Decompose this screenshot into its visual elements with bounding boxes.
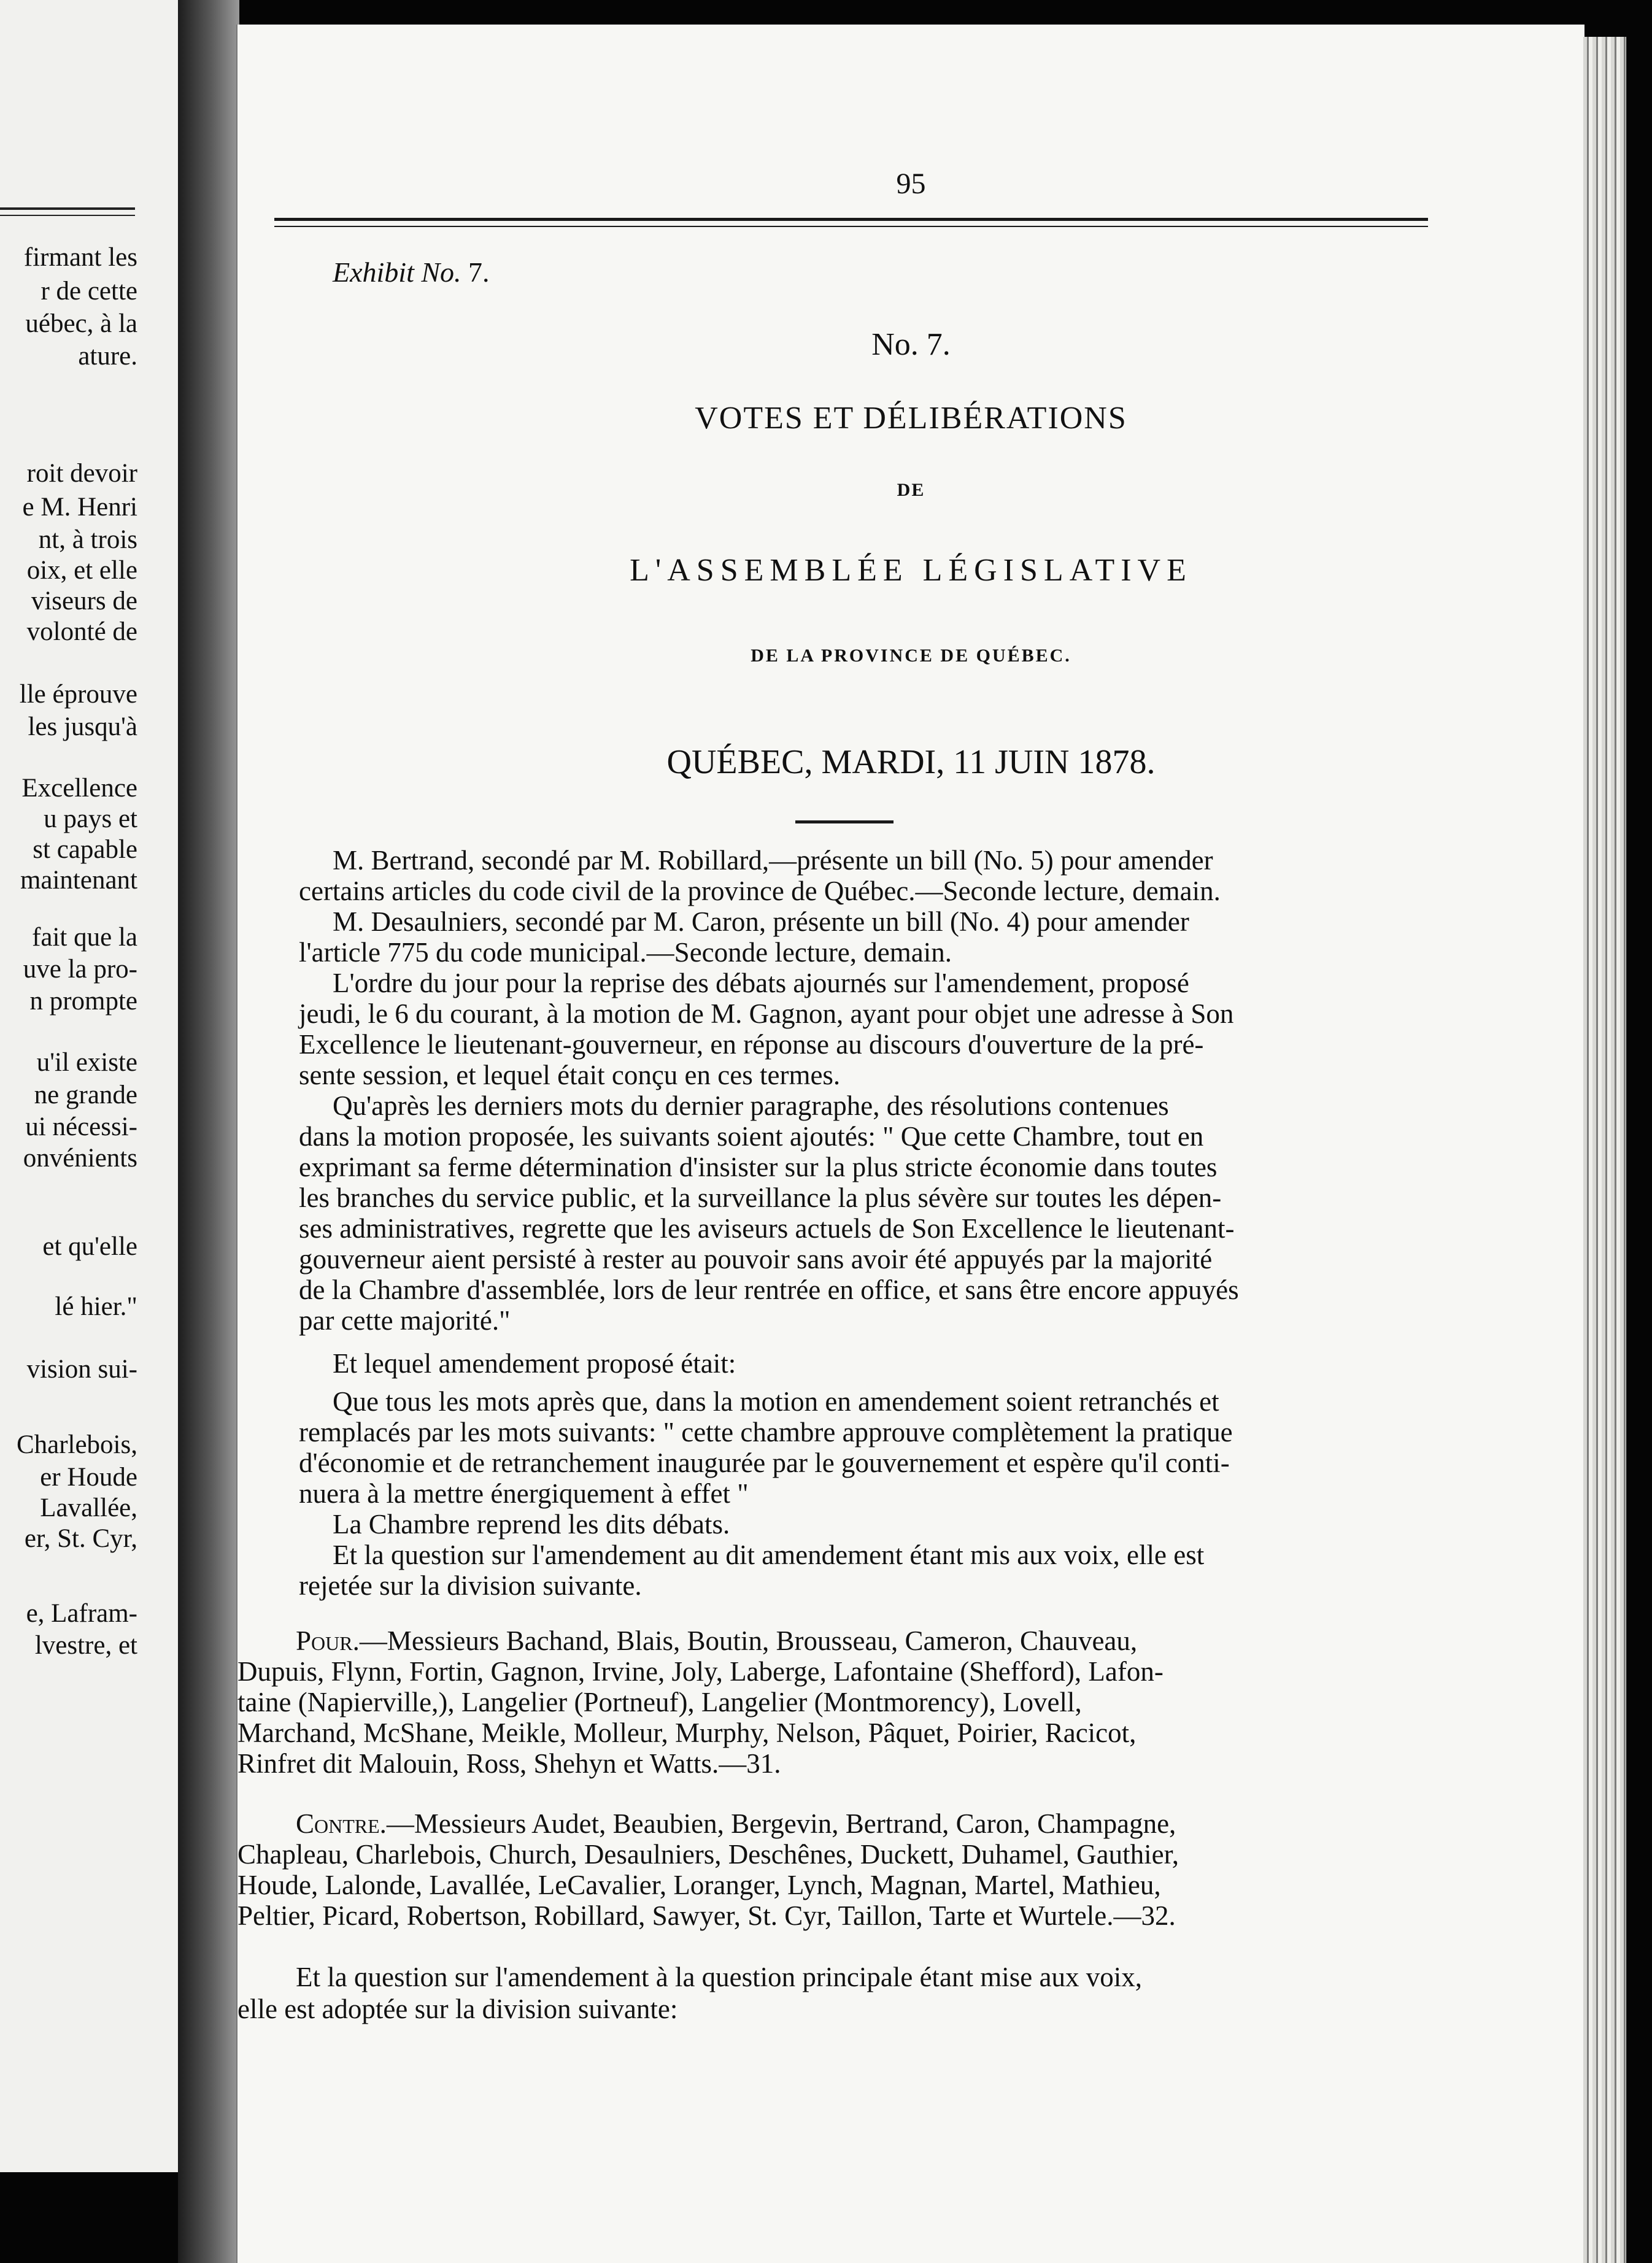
left-page-line: st capable	[33, 835, 137, 864]
page-edges	[1583, 37, 1626, 2263]
left-page-line: ne grande	[34, 1081, 137, 1109]
body-line: d'économie et de retranchement inaugurée par le gouvernement et espère qu'il conti-	[299, 1448, 1230, 1478]
pour-vote-line	[296, 1627, 1137, 1655]
header-rule	[274, 218, 1428, 221]
body-line: l'article 775 du code municipal.—Seconde lecture, demain.	[299, 937, 952, 968]
closing-line: Et la question sur l'amendement à la question principale étant mise aux voix,	[296, 1962, 1142, 1992]
left-page-rule	[0, 207, 135, 210]
header-rule	[274, 226, 1428, 227]
contre-vote-line	[296, 1810, 1176, 1838]
contre-label: Contre.	[296, 1808, 387, 1839]
body-line: nuera à la mettre énergiquement à effet "	[299, 1478, 749, 1509]
exhibit-number: 7.	[468, 256, 490, 288]
pour-vote-line: Dupuis, Flynn, Fortin, Gagnon, Irvine, Joly, Laberge, Lafontaine (Shefford), Lafon-	[237, 1656, 1164, 1687]
left-page-line: roit devoir	[26, 459, 137, 488]
document-title: VOTES ET DÉLIBÉRATIONS	[695, 401, 1127, 436]
pour-vote-line: taine (Napierville,), Langelier (Portneuf), Langelier (Montmorency), Lovell,	[237, 1687, 1082, 1717]
left-page-line: les jusqu'à	[28, 712, 137, 741]
body-line: de la Chambre d'assemblée, lors de leur rentrée en office, et sans être encore appuyés	[299, 1274, 1239, 1305]
contre-vote-line: Peltier, Picard, Robertson, Robillard, Sawyer, St. Cyr, Taillon, Tarte et Wurtele.—32.	[237, 1900, 1176, 1931]
page-number: 95	[896, 168, 926, 200]
body-line: dans la motion proposée, les suivants soient ajoutés: " Que cette Chambre, tout en	[299, 1121, 1204, 1152]
exhibit-label-text: Exhibit No.	[333, 256, 461, 288]
body-line: Qu'après les derniers mots du dernier paragraphe, des résolutions contenues	[333, 1090, 1169, 1121]
left-page-line: ui nécessi-	[25, 1112, 137, 1141]
body-line: M. Desaulniers, secondé par M. Caron, présente un bill (No. 4) pour amender	[333, 906, 1189, 937]
left-page-line: nt, à trois	[38, 525, 137, 554]
assembly-title: L'ASSEMBLÉE LÉGISLATIVE	[630, 553, 1192, 588]
left-page-line: onvénients	[23, 1144, 137, 1173]
left-page-line: oix, et elle	[26, 556, 137, 585]
left-page-line: fait que la	[32, 923, 137, 952]
province-subtitle: DE LA PROVINCE DE QUÉBEC.	[751, 646, 1071, 666]
pour-vote-line: Marchand, McShane, Meikle, Molleur, Murphy, Nelson, Pâquet, Poirier, Racicot,	[237, 1717, 1137, 1748]
body-line: Excellence le lieutenant-gouverneur, en réponse au discours d'ouverture de la pré-	[299, 1029, 1204, 1060]
session-date: QUÉBEC, MARDI, 11 JUIN 1878.	[666, 743, 1156, 781]
body-line: remplacés par les mots suivants: " cette chambre approuve complètement la pratique	[299, 1417, 1233, 1448]
left-page-line: Excellence	[21, 774, 137, 803]
contre-vote-line: Houde, Lalonde, Lavallée, LeCavalier, Loranger, Lynch, Magnan, Martel, Mathieu,	[237, 1870, 1161, 1900]
left-page-line: maintenant	[20, 866, 137, 895]
body-line: Et lequel amendement proposé était:	[333, 1348, 736, 1379]
left-page-line: lé hier."	[55, 1292, 137, 1321]
left-page-line: Lavallée,	[40, 1494, 137, 1522]
closing-line: elle est adoptée sur la division suivante:	[237, 1994, 678, 2024]
body-line: exprimant sa ferme détermination d'insister sur la plus stricte économie dans toutes	[299, 1152, 1218, 1182]
left-page-line: u pays et	[44, 804, 137, 833]
book-gutter	[178, 0, 239, 2263]
left-page-line: lvestre, et	[34, 1631, 137, 1660]
left-page-line: u'il existe	[36, 1048, 137, 1077]
section-rule	[795, 820, 894, 823]
left-page-line: lle éprouve	[19, 680, 137, 709]
left-page-line: vision sui-	[26, 1355, 137, 1384]
left-page-line: viseurs de	[31, 587, 137, 615]
pour-vote-line: Rinfret dit Malouin, Ross, Shehyn et Watts.—31.	[237, 1748, 781, 1779]
left-page-line: n prompte	[29, 987, 137, 1016]
body-line: certains articles du code civil de la province de Québec.—Seconde lecture, demain.	[299, 876, 1221, 906]
left-page-rule	[0, 215, 135, 216]
body-line: par cette majorité."	[299, 1305, 511, 1336]
left-page-line: ature.	[78, 342, 137, 371]
left-page-line: volonté de	[26, 617, 137, 646]
left-page-line: r de cette	[41, 277, 137, 306]
body-line: La Chambre reprend les dits débats.	[333, 1509, 730, 1540]
main-page	[236, 25, 1584, 2263]
body-line: Que tous les mots après que, dans la motion en amendement soient retranchés et	[333, 1386, 1219, 1417]
body-line: les branches du service public, et la surveillance la plus sévère sur toutes les dépen-	[299, 1182, 1222, 1213]
body-line: ses administratives, regrette que les aviseurs actuels de Son Excellence le lieutenant-	[299, 1213, 1235, 1244]
body-line: M. Bertrand, secondé par M. Robillard,—présente un bill (No. 5) pour amender	[333, 845, 1213, 876]
body-line: L'ordre du jour pour la reprise des débats ajournés sur l'amendement, proposé	[333, 968, 1189, 998]
left-facing-page	[0, 0, 178, 2172]
left-page-line: firmant les	[23, 243, 137, 272]
document-number: No. 7.	[871, 327, 951, 362]
contre-vote-line: Chapleau, Charlebois, Church, Desaulniers, Deschênes, Duckett, Duhamel, Gauthier,	[237, 1839, 1179, 1870]
body-line: sente session, et lequel était conçu en ces termes.	[299, 1060, 841, 1090]
left-page-line: e M. Henri	[22, 493, 137, 522]
title-connector: DE	[897, 480, 925, 500]
left-page-line: Charlebois,	[16, 1430, 137, 1459]
body-line: gouverneur aient persisté à rester au pouvoir sans avoir été appuyés par la majorité	[299, 1244, 1213, 1274]
contre-names: —Messieurs Audet, Beaubien, Bergevin, Bertrand, Caron, Champagne,	[386, 1808, 1176, 1839]
body-line: Et la question sur l'amendement au dit amendement étant mis aux voix, elle est	[333, 1540, 1205, 1570]
pour-names: —Messieurs Bachand, Blais, Boutin, Brousseau, Cameron, Chauveau,	[359, 1625, 1138, 1656]
body-line: rejetée sur la division suivante.	[299, 1570, 642, 1601]
left-page-line: et qu'elle	[42, 1232, 137, 1261]
left-page-line: er Houde	[40, 1463, 137, 1492]
left-page-line: uébec, à la	[25, 309, 137, 338]
left-page-line: er, St. Cyr,	[24, 1524, 137, 1553]
pour-label: Pour.	[296, 1625, 360, 1656]
body-line: jeudi, le 6 du courant, à la motion de M. Gagnon, ayant pour objet une adresse à Son	[299, 998, 1234, 1029]
exhibit-label	[333, 256, 490, 288]
left-page-line: e, Lafram-	[26, 1599, 137, 1628]
left-page-line: uve la pro-	[23, 955, 137, 984]
